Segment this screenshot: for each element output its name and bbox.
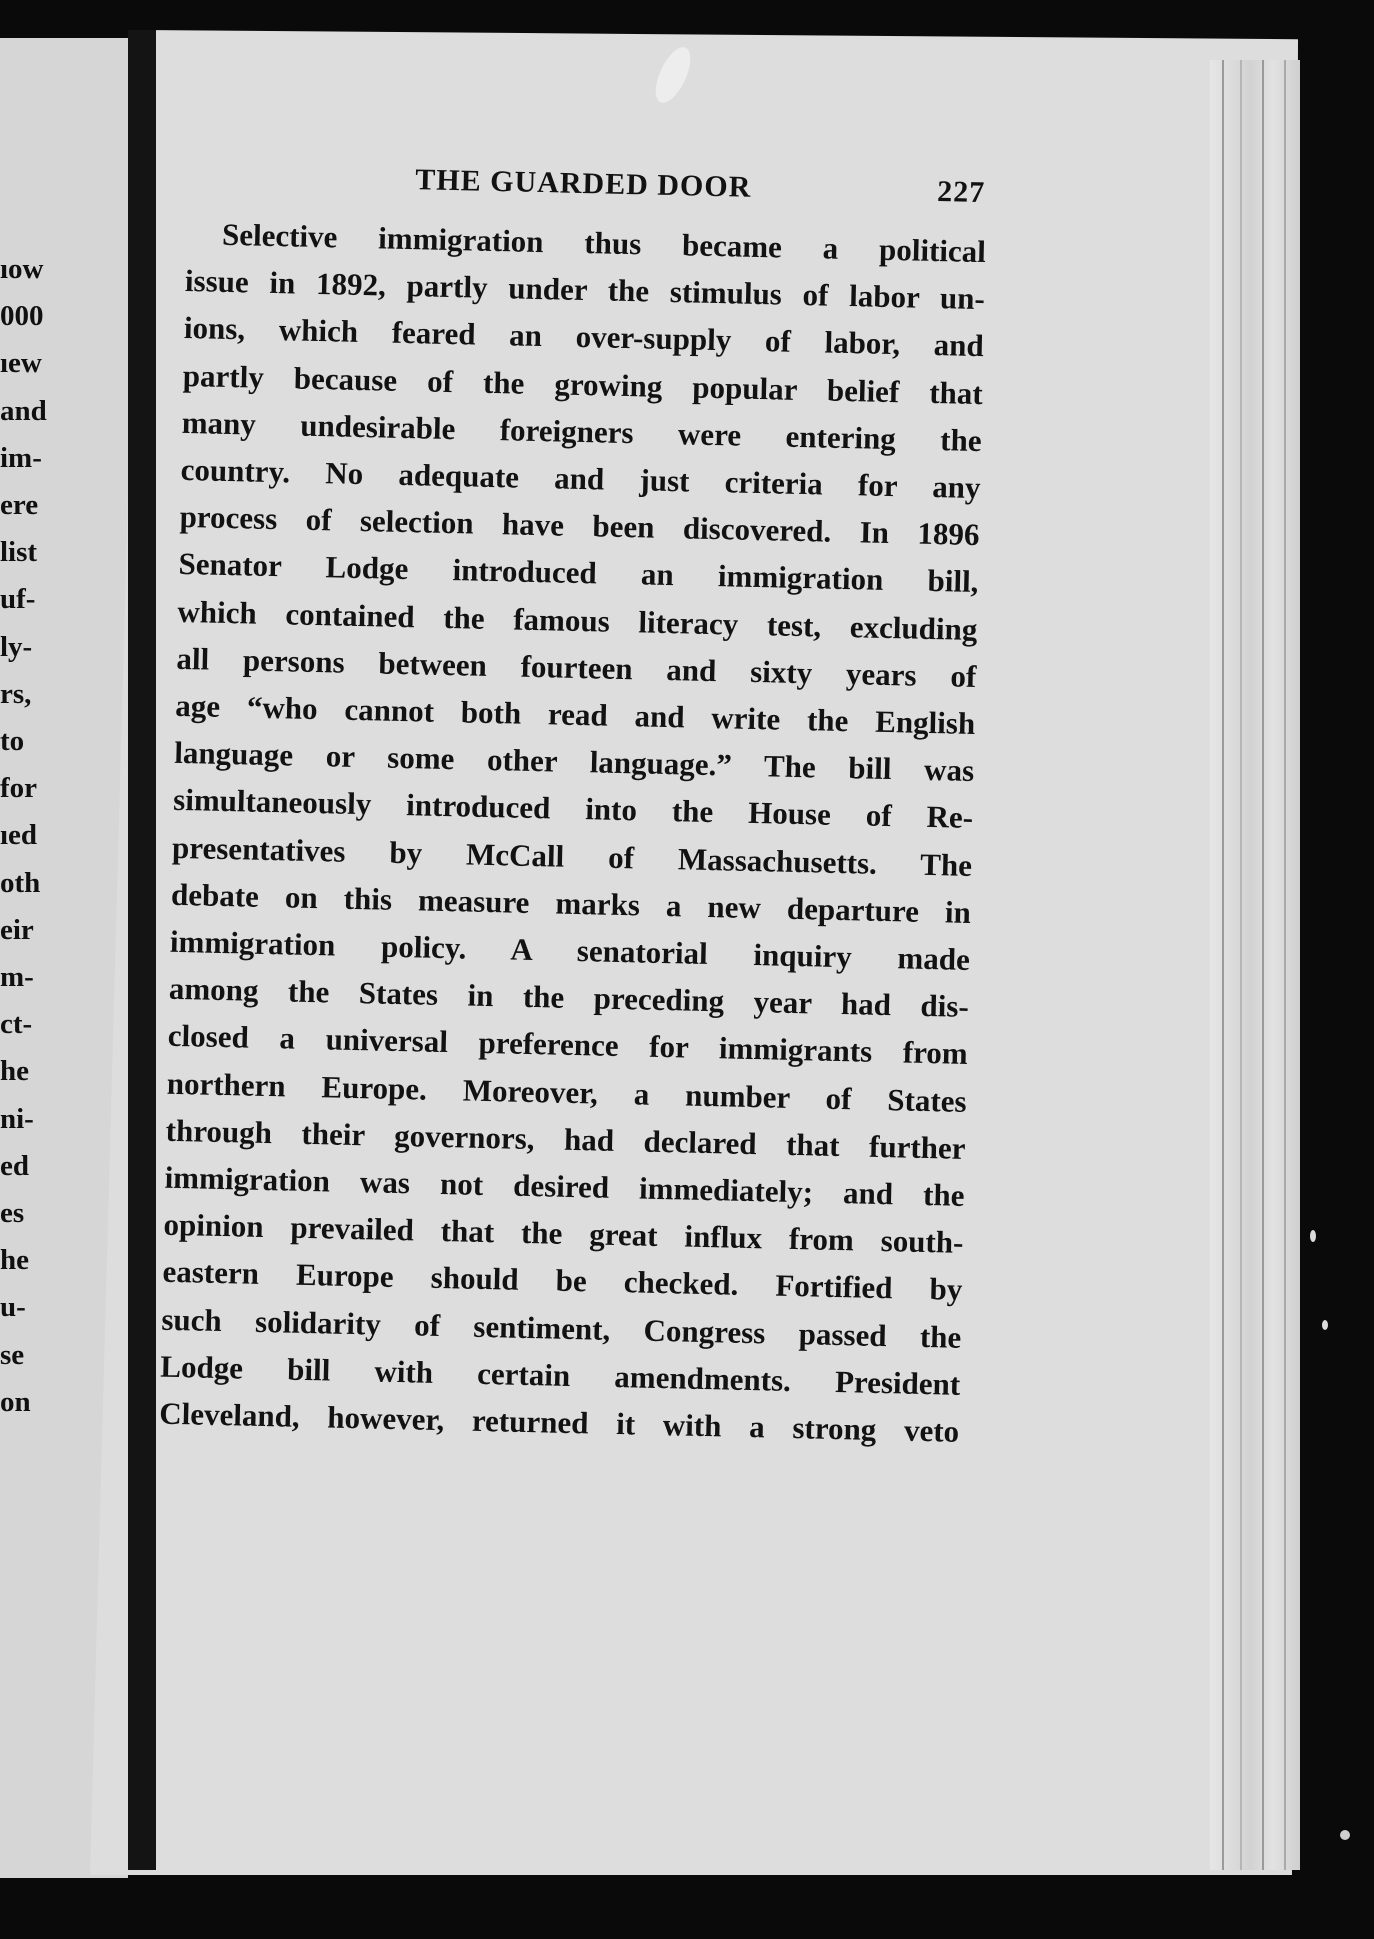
left-page-fragment: to: [0, 725, 25, 758]
text-line: partly because of the growing popular belief that: [182, 357, 984, 411]
left-page-fragment: 000: [0, 300, 44, 333]
left-page-fragment: he: [0, 1244, 29, 1277]
left-page-fragment: se: [0, 1338, 25, 1371]
left-page-fragment: eir: [0, 913, 34, 946]
text-line: ions, which feared an over-supply of labor, and: [183, 310, 985, 364]
text-line: issue in 1892, partly under the stimulus of labor un-: [184, 263, 986, 317]
text-line: language or some other language.” The bill was: [173, 735, 975, 789]
page-number: 227: [936, 175, 986, 210]
left-page-fragment: ni-: [0, 1102, 34, 1135]
body-paragraph: [159, 210, 987, 1455]
left-page-fragment: u-: [0, 1291, 26, 1324]
page-stack-edge: [1210, 60, 1300, 1870]
left-page-fragment: for: [0, 772, 38, 805]
text-line: Lodge bill with certain amendments. President: [160, 1348, 961, 1402]
left-page-fragment: he: [0, 1055, 29, 1088]
text-line: among the States in the preceding year had dis-: [168, 971, 970, 1025]
text-line: age “who cannot both read and write the English: [174, 687, 976, 742]
text-line: opinion prevailed that the great influx from south-: [163, 1206, 964, 1261]
text-line: Cleveland, however, returned it with a strong veto: [158, 1395, 960, 1449]
text-line: which contained the famous literacy test, excluding: [177, 593, 978, 647]
left-page-fragment: ıed: [0, 819, 38, 852]
text-line: many undesirable foreigners were entering the: [181, 404, 983, 458]
left-page-fragment: oth: [0, 866, 41, 899]
text-line: presentatives by McCall of Massachusetts. The: [171, 829, 973, 883]
left-page-line-fragments: [0, 246, 90, 1426]
text-line: immigration was not desired immediately; and the: [164, 1159, 965, 1213]
left-page-fragment: ct-: [0, 1008, 33, 1041]
running-head-title: THE GUARDED DOOR: [415, 163, 752, 204]
text-line: country. No adequate and just criteria for any: [180, 451, 981, 506]
text-line: Selective immigration thus became a political: [221, 216, 987, 270]
dust-speck: [1310, 1230, 1316, 1242]
left-page-fragment: list: [0, 536, 38, 569]
text-line: northern Europe. Moreover, a number of States: [166, 1065, 968, 1119]
text-line: closed a universal preference for immigrants from: [167, 1018, 969, 1072]
dust-speck: [1322, 1320, 1328, 1330]
left-page-fragment: rs,: [0, 677, 32, 710]
dust-speck: [1340, 1830, 1350, 1840]
left-page-fragment: uf-: [0, 583, 36, 616]
left-page-fragment: m-: [0, 961, 34, 994]
left-page-fragment: ly-: [0, 630, 33, 663]
text-line: eastern Europe should be checked. Fortified by: [162, 1254, 963, 1308]
left-page-fragment: ıew: [0, 347, 42, 380]
page-gutter: [128, 30, 156, 1870]
left-page-fragment: ed: [0, 1149, 29, 1182]
text-line: simultaneously introduced into the House of Re-: [172, 782, 974, 836]
text-line: process of selection have been discovered. In 1896: [179, 499, 980, 553]
page-text-block: [159, 150, 988, 1455]
text-line: Senator Lodge introduced an immigration bill,: [178, 546, 979, 600]
left-page-fragment: im-: [0, 441, 42, 474]
text-line: debate on this measure marks a new departure in: [170, 876, 972, 930]
left-page-fragment: on: [0, 1385, 31, 1418]
text-line: through their governors, had declared that further: [165, 1112, 966, 1166]
left-page-fragment: ere: [0, 489, 39, 522]
text-line: such solidarity of sentiment, Congress passed the: [161, 1301, 962, 1355]
left-page-fragment: ıow: [0, 253, 44, 285]
text-line: immigration policy. A senatorial inquiry made: [169, 923, 971, 977]
text-line: all persons between fourteen and sixty years of: [176, 640, 977, 694]
left-page-fragment: es: [0, 1197, 25, 1230]
left-page-fragment: and: [0, 394, 47, 427]
